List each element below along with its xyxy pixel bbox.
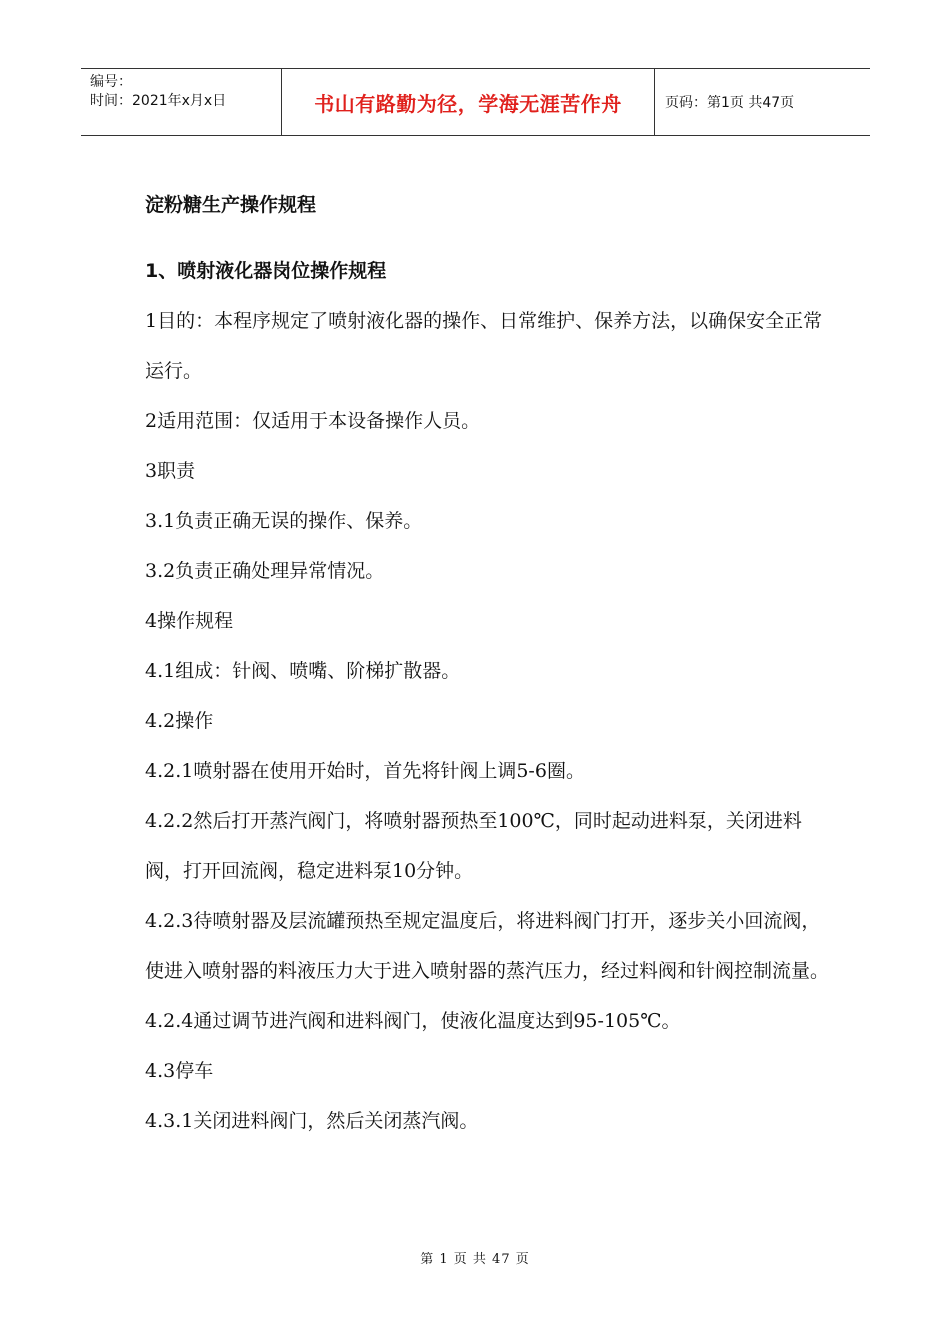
paragraph: 4操作规程: [145, 610, 234, 632]
header-page-cell: [655, 69, 870, 135]
header-table: [81, 68, 870, 136]
paragraph: 4.2.3待喷射器及层流罐预热至规定温度后，将进料阀门打开，逐步关小回流阀，使进入喷射器的料液压力大于进入喷射器的蒸汽压力，经过料阀和针阀控制流量。: [145, 910, 830, 982]
paragraph: 4.3.1关闭进料阀门，然后关闭蒸汽阀。: [145, 1110, 479, 1132]
document-number-label: 编号：: [90, 74, 132, 90]
document-body: [145, 180, 835, 1146]
paragraph: 4.2.4通过调节进汽阀和进料阀门，使液化温度达到95-105℃。: [145, 1010, 681, 1032]
paragraph: 4.2操作: [145, 710, 214, 732]
header-page-info: 页码：第1页 共47页: [665, 95, 795, 111]
header-motto: 书山有路勤为径，学海无涯苦作舟: [314, 91, 622, 116]
document-title: 淀粉糖生产操作规程: [145, 194, 317, 216]
header-meta-cell: [81, 69, 282, 135]
paragraph: 3.1负责正确无误的操作、保养。: [145, 510, 423, 532]
section-title: 1、喷射液化器岗位操作规程: [145, 260, 387, 282]
paragraph: 4.1组成：针阀、喷嘴、阶梯扩散器。: [145, 660, 461, 682]
paragraph: 2适用范围：仅适用于本设备操作人员。: [145, 410, 481, 432]
paragraph: 3.2负责正确处理异常情况。: [145, 560, 385, 582]
header-motto-cell: [282, 69, 655, 135]
page-footer: 第 1 页 共 47 页: [420, 1252, 530, 1267]
paragraph: 4.2.2然后打开蒸汽阀门，将喷射器预热至100℃，同时起动进料泵，关闭进料阀，打开回流阀，稳定进料泵10分钟。: [145, 810, 802, 882]
paragraph: 4.2.1喷射器在使用开始时，首先将针阀上调5-6圈。: [145, 760, 585, 782]
paragraph: 4.3停车: [145, 1060, 214, 1082]
paragraph: 1目的：本程序规定了喷射液化器的操作、日常维护、保养方法，以确保安全正常运行。: [145, 310, 823, 382]
paragraph: 3职责: [145, 460, 196, 482]
document-date: 时间：2021年x月x日: [90, 93, 227, 109]
